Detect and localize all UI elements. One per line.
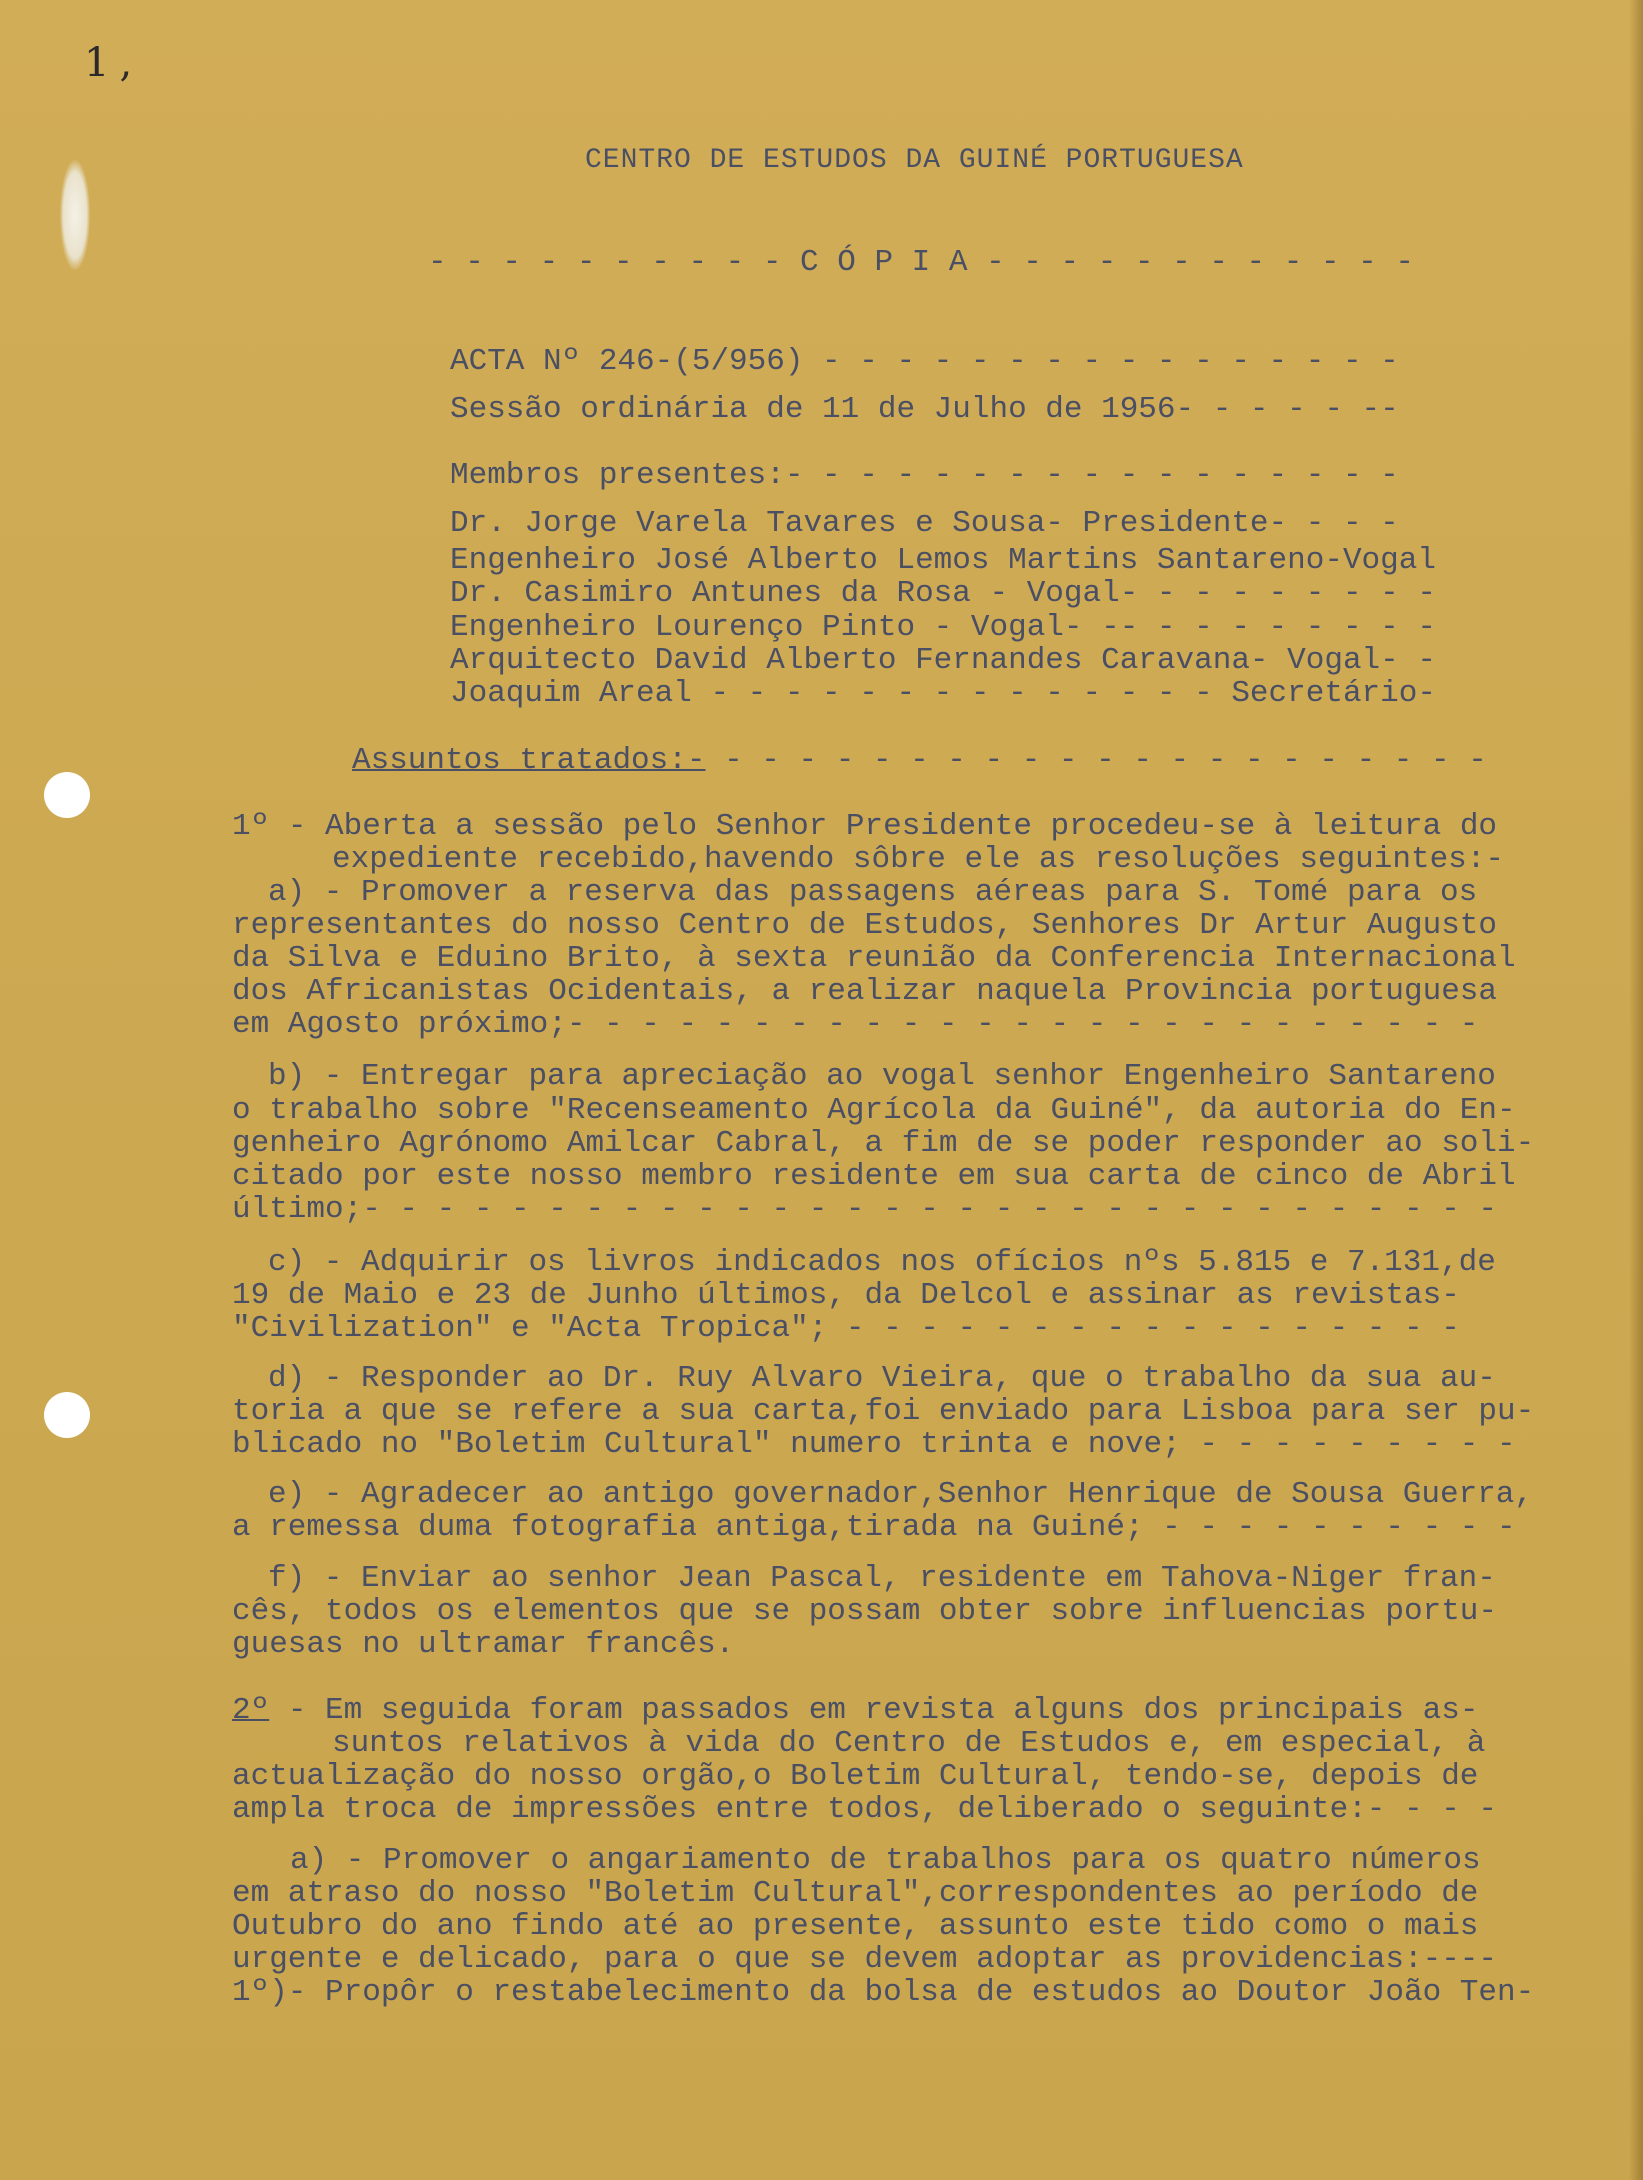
item1f-line: f) - Enviar ao senhor Jean Pascal, residente em Tahova-Niger fran- [268,1561,1496,1596]
item1e-line: e) - Agradecer ao antigo governador,Senhor Henrique de Sousa Guerra, [268,1477,1534,1512]
item2-first-line [232,1694,1478,1728]
item2-number: 2º [232,1693,270,1728]
topics-label: Assuntos tratados:- [352,743,706,778]
topics-heading [352,744,1487,778]
item1c-line: "Civilization" e "Acta Tropica"; - - - - - - - - - - - - - - - - - [232,1311,1460,1346]
member-line: Arquitecto David Alberto Fernandes Caravana- Vogal- - [450,643,1436,678]
item1b-line: b) - Entregar para apreciação ao vogal senhor Engenheiro Santareno [268,1059,1496,1094]
item1b-line: último;- - - - - - - - - - - - - - - - - - - - - - - - - - - - - - - [232,1192,1498,1227]
punch-hole [44,772,90,818]
item1d-line: toria a que se refere a sua carta,foi enviado para Lisboa para ser pu- [232,1394,1535,1429]
member-line: Dr. Jorge Varela Tavares e Sousa- Presidente- - - - [450,506,1399,541]
item2a-line: em atraso do nosso "Boletim Cultural",correspondentes ao período de [232,1876,1479,1911]
item2a-line: urgente e delicado, para o que se devem adoptar as providencias:---- [232,1942,1498,1977]
item2a-line: 1º)- Propôr o restabelecimento da bolsa de estudos ao Doutor João Ten- [232,1975,1535,2010]
session-line: Sessão ordinária de 11 de Julho de 1956- - - - - -- [450,392,1399,427]
item2-line: ampla troca de impressões entre todos, deliberado o seguinte:- - - - [232,1792,1498,1827]
item1-number: 1º [232,809,270,844]
item1b-line: citado por este nosso membro residente em sua carta de cinco de Abril [232,1159,1516,1194]
member-line: Dr. Casimiro Antunes da Rosa - Vogal- - - - - - - - - [450,576,1436,611]
paper-tear [60,160,90,270]
item1d-line: d) - Responder ao Dr. Ruy Alvaro Vieira, que o trabalho da sua au- [268,1361,1496,1396]
item2-text: - Em seguida foram passados em revista alguns dos principais as- [269,1693,1479,1728]
item1b-line: o trabalho sobre "Recenseamento Agrícola da Guiné", da autoria do En- [232,1093,1516,1128]
member-line: Engenheiro Lourenço Pinto - Vogal- -- - - - - - - - - [450,610,1436,645]
item1-text: - Aberta a sessão pelo Senhor Presidente procedeu-se à leitura do [269,809,1498,844]
member-line: Joaquim Areal - - - - - - - - - - - - - - Secretário- [450,676,1436,711]
item1f-line: cês, todos os elementos que se possam obter sobre influencias portu- [232,1594,1498,1629]
institution-title: CENTRO DE ESTUDOS DA GUINÉ PORTUGUESA [585,145,1244,176]
item1f-line: guesas no ultramar francês. [232,1627,735,1662]
item1a-line: dos Africanistas Ocidentais, a realizar naquela Provincia portuguesa [232,974,1498,1009]
item1c-line: 19 de Maio e 23 de Junho últimos, da Delcol e assinar as revistas- [232,1278,1460,1313]
item2-line: suntos relativos à vida do Centro de Estudos e, em especial, à [332,1726,1486,1761]
handwritten-mark: 1, [84,40,143,86]
item2a-line: Outubro do ano findo até ao presente, assunto este tido como o mais [232,1909,1479,1944]
item1d-line: blicado no "Boletim Cultural" numero trinta e nove; - - - - - - - - - [232,1427,1516,1462]
acta-number: ACTA Nº 246-(5/956) - - - - - - - - - - - - - - - - [450,344,1399,379]
item1a-line: representantes do nosso Centro de Estudos, Senhores Dr Artur Augusto [232,908,1498,943]
item2-line: actualização do nosso orgão,o Boletim Cultural, tendo-se, depois de [232,1759,1479,1794]
punch-hole [44,1392,90,1438]
item1a-line: a) - Promover a reserva das passagens aéreas para S. Tomé para os [268,875,1478,910]
item1e-line: a remessa duma fotografia antiga,tirada na Guiné; - - - - - - - - - - [232,1510,1516,1545]
item2a-line: a) - Promover o angariamento de trabalhos para os quatro números [290,1843,1481,1878]
copy-label: - - - - - - - - - - C Ó P I A - - - - - - - - - - - - [428,245,1414,280]
members-label: Membros presentes:- - - - - - - - - - - - - - - - - [450,458,1399,493]
item1c-line: c) - Adquirir os livros indicados nos ofícios nºs 5.815 e 7.131,de [268,1245,1496,1280]
item1-first-line [232,810,1497,844]
member-line: Engenheiro José Alberto Lemos Martins Santareno-Vogal [450,543,1436,578]
item1-line: expediente recebido,havendo sôbre ele as resoluções seguintes:- [332,842,1504,877]
item1a-line: em Agosto próximo;- - - - - - - - - - - - - - - - - - - - - - - - - [232,1007,1479,1042]
item1b-line: genheiro Agrónomo Amilcar Cabral, a fim de se poder responder ao soli- [232,1126,1535,1161]
item1a-line: da Silva e Eduino Brito, à sexta reunião da Conferencia Internacional [232,941,1516,976]
topics-trail: - - - - - - - - - - - - - - - - - - - - - [705,743,1487,778]
